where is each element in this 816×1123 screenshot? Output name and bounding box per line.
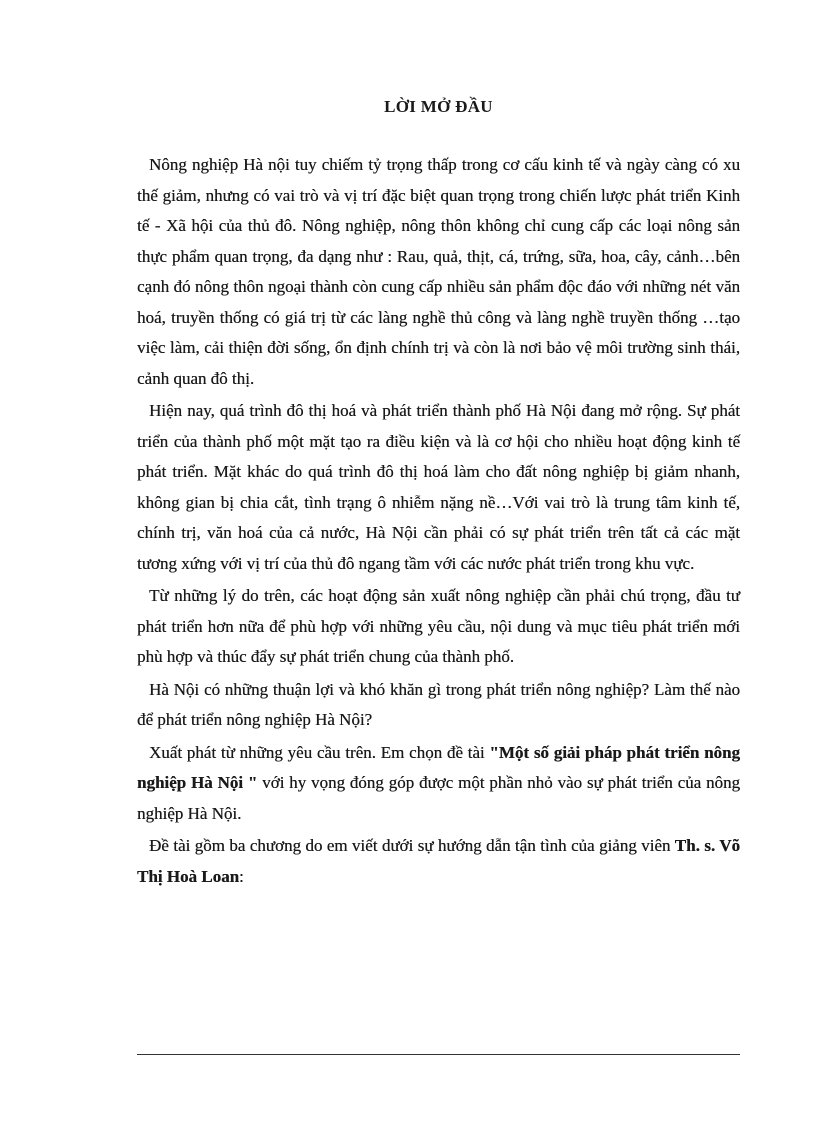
footer-divider (137, 1054, 740, 1055)
topic-trailing-text: với hy vọng đóng góp được một phần nhỏ vào sự phát triển của nông nghiệp Hà Nội. (137, 773, 741, 823)
paragraph-urbanization: Hiện nay, quá trình đô thị hoá và phát triển thành phố Hà Nội đang mở rộng. Sự phát triển của thành phố một mặt tạo ra điều kiện và là cơ hội cho nhiều hoạt động kinh tế phát triển. Mặt khác do quá trình đô thị hoá làm cho đất nông nghiệp bị giảm nhanh, không gian bị chia cắt, tình trạng ô nhiễm nặng nề…Với vai trò là trung tâm kinh tế, chính trị, văn hoá của cả nước, Hà Nội cần phải có sự phát triển trên tất cả các mặt tương xứng với vị trí của thủ đô ngang tầm với các nước phát triển trong khu vực. (137, 401, 740, 573)
paragraph-topic (137, 738, 740, 830)
document-page (137, 0, 740, 1123)
topic-lead-text: Xuất phát từ những yêu cầu trên. Em chọn đề tài (149, 742, 490, 762)
page-title: LỜI MỞ ĐẦU (384, 97, 493, 116)
topic-title: "Một số giải pháp phát triển nông nghiệp Hà Nội " (137, 742, 740, 792)
advisor-suffix: : (239, 866, 244, 886)
advisor-name: Th. s. Võ Thị Hoà Loan (137, 836, 740, 886)
paragraph-advisor (137, 831, 740, 892)
advisor-lead-text: Đề tài gồm ba chương do em viết dưới sự hướng dẫn tận tình của giảng viên (149, 836, 675, 855)
paragraph-question: Hà Nội có những thuận lợi và khó khăn gì trong phát triển nông nghiệp? Làm thế nào để phát triển nông nghiệp Hà Nội? (137, 679, 740, 729)
paragraph-intro: Nông nghiệp Hà nội tuy chiếm tỷ trọng thấp trong cơ cấu kinh tế và ngày càng có xu thế giảm, nhưng có vai trò và vị trí đặc biệt quan trọng trong chiến lược phát triển Kinh tế - Xã hội của thủ đô. Nông nghiệp, nông thôn không chỉ cung cấp các loại nông sản thực phẩm quan trọng, đa dạng như : Rau, quả, thịt, cá, trứng, sữa, hoa, cây, cảnh…bên cạnh đó nông thôn ngoại thành còn cung cấp nhiều sản phẩm độc đáo với những nét văn hoá, truyền thống có giá trị từ các làng nghề thủ công và làng nghề truyền thống …tạo việc làm, cải thiện đời sống, ổn định chính trị và còn là nơi bảo vệ môi trường sinh thái, cảnh quan đô thị. (137, 155, 740, 388)
document-body (137, 150, 740, 892)
paragraph-reasons: Từ những lý do trên, các hoạt động sản xuất nông nghiệp cần phải chú trọng, đầu tư phát triển hơn nữa để phù hợp với những yêu cầu, nội dung và mục tiêu phát triển mới phù hợp và thúc đẩy sự phát triển chung của thành phố. (137, 586, 740, 666)
